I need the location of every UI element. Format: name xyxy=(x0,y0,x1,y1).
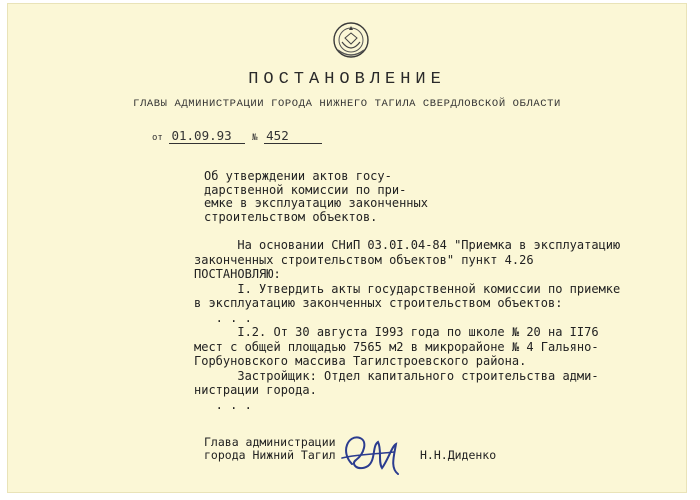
signature-mark xyxy=(338,424,412,484)
document-title: ПОСТАНОВЛЕНИЕ xyxy=(248,70,446,89)
number-value: 452 xyxy=(264,128,322,144)
state-emblem-icon xyxy=(330,20,372,60)
date-value: 01.09.93 xyxy=(169,128,245,144)
document-body: На основании СНиП 03.0I.04-84 "Приемка в эксплуатацию законченных строительством объектов" пункт 4.26 ПОСТАНОВЛЯЮ: I. Утвердить акты государственной комиссии по приемке в эксплуатацию законченных строительством объектов: . . . I.2. От 30 августа I993 года по школе № 20 на II76 мест с общей площадью 7565 м2 в микрорайоне № 4 Гальяно- Горбуновского массива Тагилстроевского района. Застройщик: Отдел капитального строительства адми- нистрации города. . . . xyxy=(194,238,621,412)
date-number-line xyxy=(152,128,322,144)
document-subject: Об утверждении актов госу- дарственной комиссии по при- емке в эксплуатацию законченных строительством объектов. xyxy=(204,169,428,224)
signatory-name: Н.Н.Диденко xyxy=(420,448,497,462)
signatory-title: Глава администрации города Нижний Тагил xyxy=(204,435,336,462)
number-label: № xyxy=(252,133,258,143)
document-subtitle: ГЛАВЫ АДМИНИСТРАЦИИ ГОРОДА НИЖНЕГО ТАГИЛА СВЕРДЛОВСКОЙ ОБЛАСТИ xyxy=(133,98,561,110)
date-label: от xyxy=(152,133,163,143)
document-page xyxy=(8,4,686,492)
